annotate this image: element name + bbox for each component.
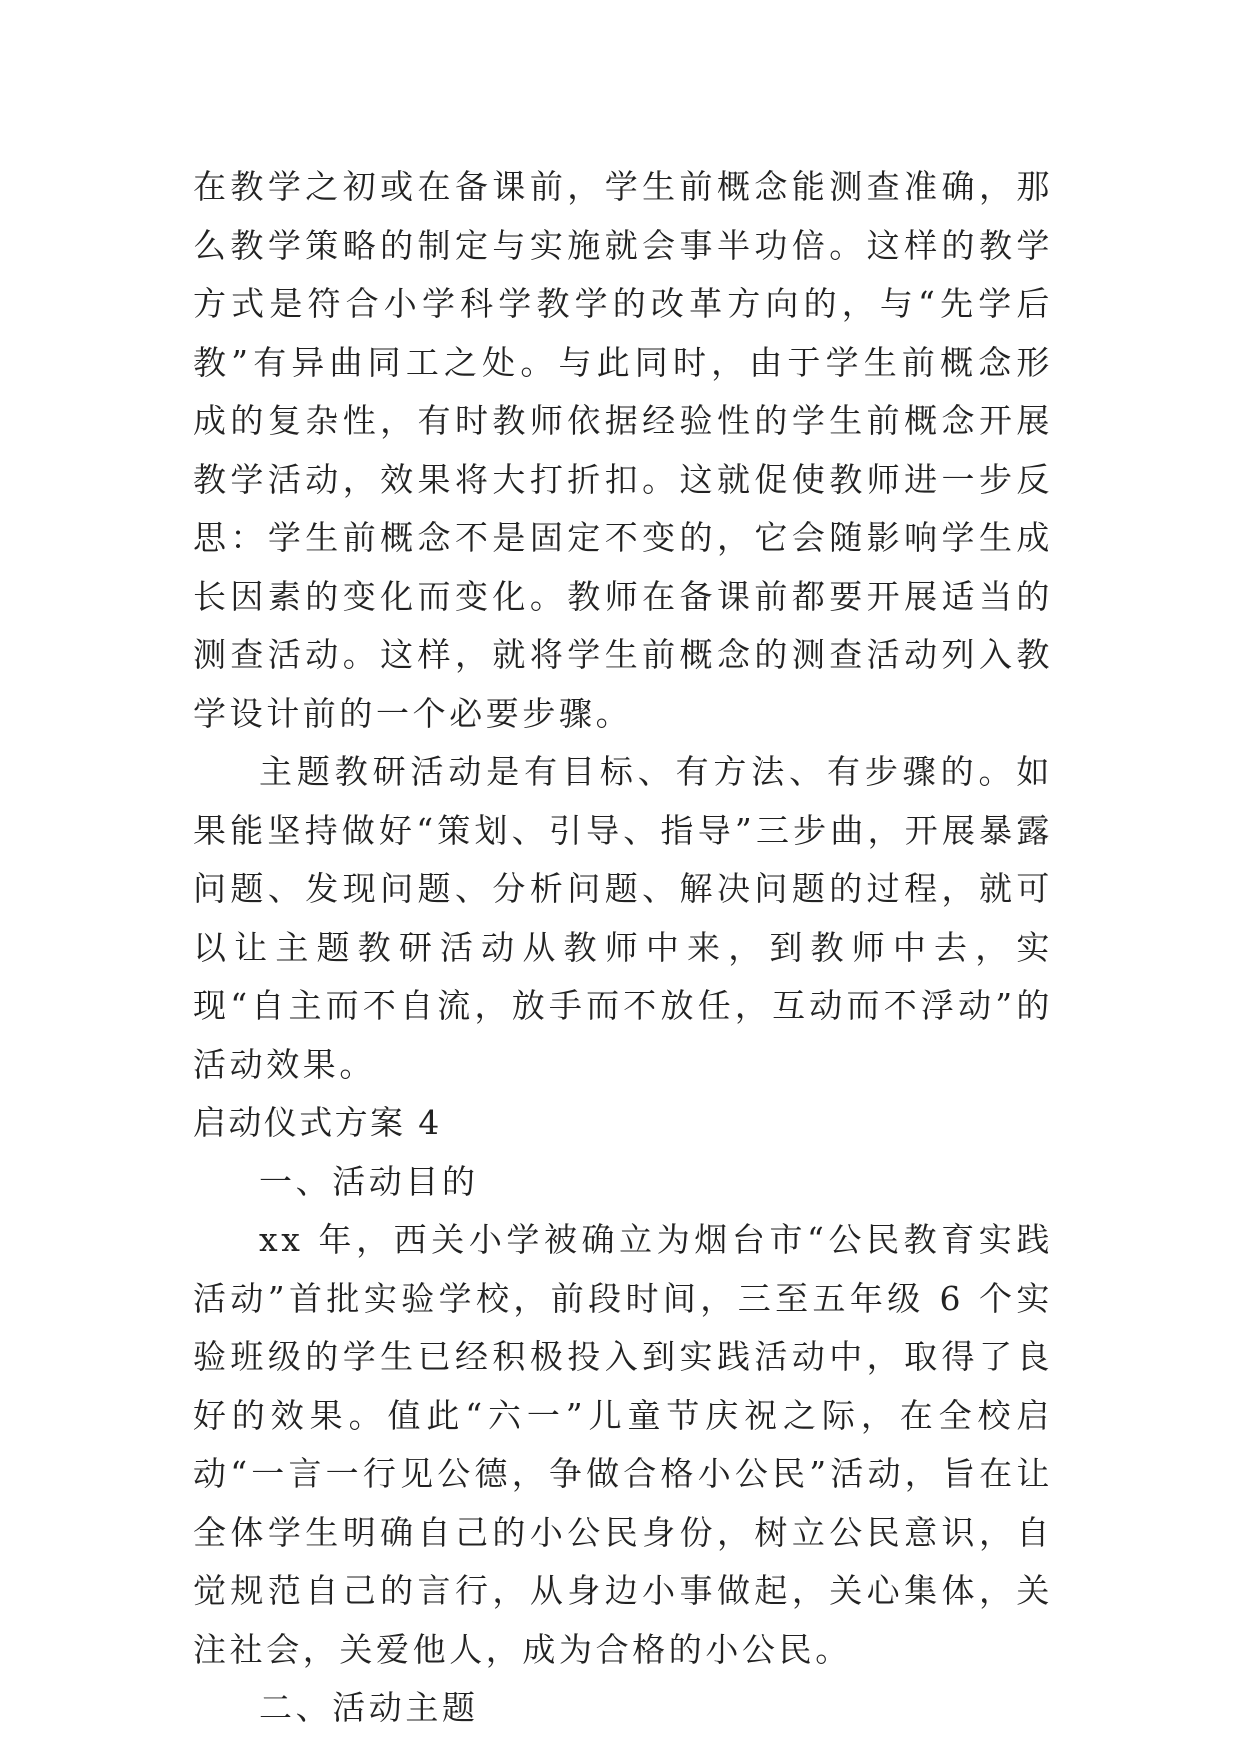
paragraph-activity-purpose: xx 年，西关小学被确立为烟台市“公民教育实践活动”首批实验学校，前段时间，三至五年级 6 个实验班级的学生已经积极投入到实践活动中，取得了良好的效果。值此“六一”儿童节庆祝之际，在全校启动“一言一行见公德，争做合格小公民”活动，旨在让全体学生明确自己的小公民身份，树立公民意识，自觉规范自己的言行，从身边小事做起，关心集体，关注社会，关爱他人，成为合格的小公民。 [193, 1220, 1053, 1669]
paragraph-teaching-research: 主题教研活动是有目标、有方法、有步骤的。如果能坚持做好“策划、引导、指导”三步曲，开展暴露问题、发现问题、分析问题、解决问题的过程，就可以让主题教研活动从教师中来，到教师中去，实现“自主而不自流，放手而不放任，互动而不浮动”的活动效果。 [193, 752, 1053, 1084]
paragraph-continuation: 在教学之初或在备课前，学生前概念能测查准确，那么教学策略的制定与实施就会事半功倍。这样的教学方式是符合小学科学教学的改革方向的，与“先学后教”有异曲同工之处。与此同时，由于学生前概念形成的复杂性，有时教师依据经验性的学生前概念开展教学活动，效果将大打折扣。这就促使教师进一步反思：学生前概念不是固定不变的，它会随影响学生成长因素的变化而变化。教师在备课前都要开展适当的测查活动。这样，就将学生前概念的测查活动列入教学设计前的一个必要步骤。 [193, 167, 1053, 733]
section-title: 启动仪式方案 4 [193, 1103, 442, 1142]
heading-activity-purpose: 一、活动目的 [259, 1161, 479, 1201]
heading-activity-theme: 二、活动主题 [259, 1688, 479, 1727]
document-body [193, 158, 1053, 1738]
